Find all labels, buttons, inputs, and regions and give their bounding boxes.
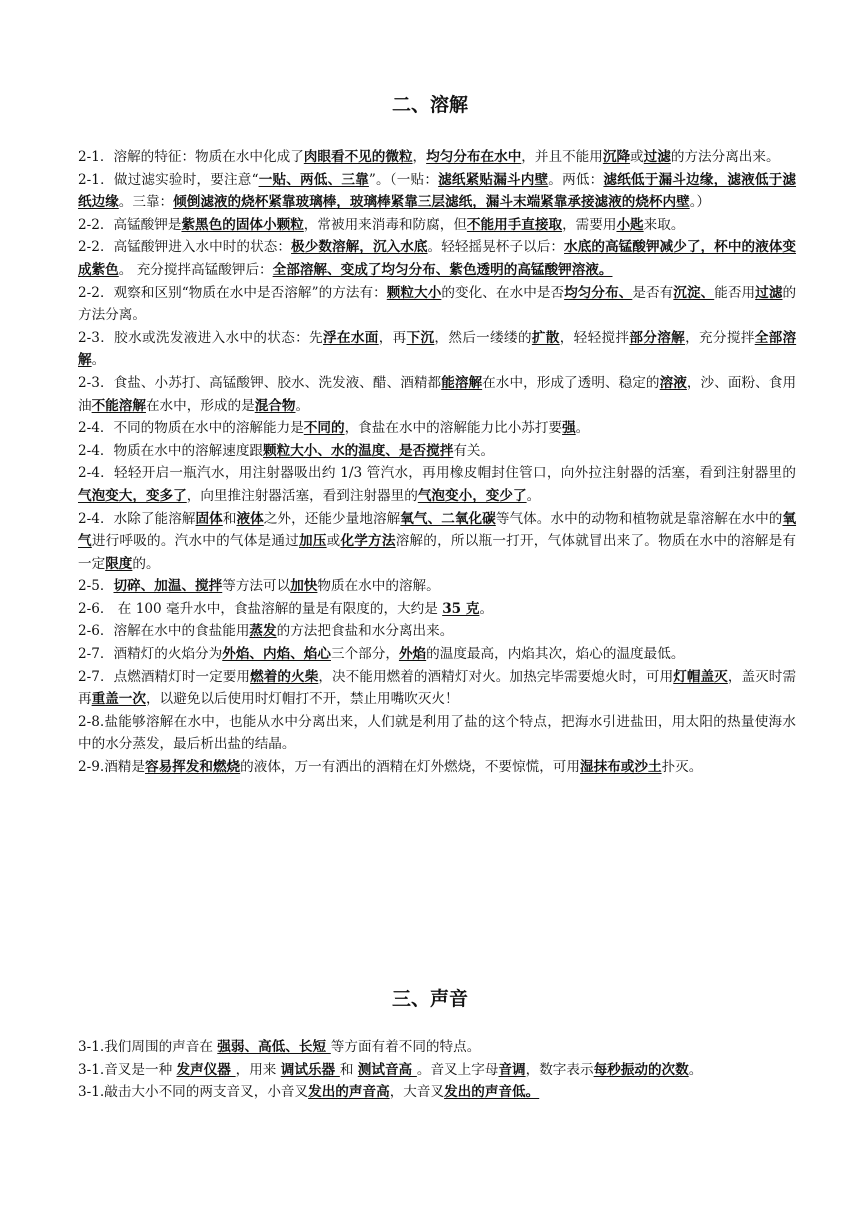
section-title-dissolving: 二、溶解: [391, 94, 468, 116]
key-term: 均匀分布在水中: [426, 149, 522, 165]
key-term: 燃着的火柴: [250, 668, 319, 685]
paragraph-text: 能否用: [714, 284, 756, 301]
key-term: 强: [562, 420, 576, 437]
paragraph: [78, 643, 796, 666]
paragraph-text: ，常被用来消毒和防腐，但: [303, 216, 467, 233]
paragraph-text: 和: [222, 510, 237, 527]
paragraph: [78, 756, 796, 779]
key-term: 发出的声音低。: [444, 1084, 540, 1101]
paragraph-text: 2-4．水除了能溶解: [78, 510, 196, 527]
paragraph-text: 2-1．溶解的特征：物质在水中化成了: [78, 149, 304, 165]
paragraph-text: 物质在水中的溶解。: [317, 578, 440, 595]
paragraph-text: 2-2．观察和区别“物质在水中是否溶解”的方法有：: [78, 284, 387, 301]
key-term: 浮在水面: [322, 329, 379, 346]
key-term: 混合物: [254, 397, 296, 414]
key-term: 肉眼看不见的微粒: [303, 149, 413, 165]
paragraph-text: 。音叉上字母: [416, 1061, 499, 1078]
paragraph-text: 。三靠：: [118, 194, 174, 211]
paragraph-text: 。 充分搅拌高锰酸钾后：: [118, 261, 273, 278]
paragraph: [78, 372, 796, 417]
paragraph-text: 2-4．物质在水中的溶解速度跟: [78, 442, 264, 459]
paragraph: [78, 282, 796, 327]
paragraph-text: 2-7．点燃酒精灯时一定要用: [78, 668, 251, 685]
paragraph-text: 的。: [132, 555, 160, 572]
key-term: 加快: [290, 578, 318, 595]
paragraph-text: 之外，还能少量地溶解: [263, 510, 401, 527]
paragraph-text: 等方法可以: [222, 578, 291, 595]
paragraph-text: 来取。: [643, 216, 685, 233]
key-term: 加压: [299, 533, 327, 550]
paragraph-text: ，需要用: [562, 216, 617, 233]
key-term: 溶液: [659, 374, 687, 391]
paragraph-text: 的方法分离出来。: [670, 149, 780, 165]
paragraph-text: 3-1.我们周围的声音在: [78, 1039, 218, 1055]
paragraph-text: 和: [339, 1061, 358, 1078]
paragraph-text: 或: [630, 149, 644, 165]
paragraph-text: 有关。: [453, 442, 495, 459]
paragraph-text: ，充分搅拌: [685, 329, 755, 346]
paragraph-text: 2-4．不同的物质在水中的溶解能力是: [78, 420, 304, 437]
paragraph-text: 。: [295, 397, 310, 414]
key-term: 每秒振动的次数: [593, 1061, 689, 1078]
paragraph-text: 2-9.酒精是: [78, 759, 145, 776]
paragraph-text: 。）: [689, 194, 711, 211]
key-term: 水底的高锰酸钾减少了，杯中的液体变成紫色: [78, 239, 797, 278]
paragraph-text: 等方面有着不同的特点。: [330, 1039, 481, 1055]
key-term: 测试音高: [357, 1061, 417, 1078]
key-term: 不同的: [303, 420, 345, 437]
key-term: 颗粒大小、水的温度、是否搅拌: [263, 442, 454, 459]
key-term: 全部溶解: [78, 329, 797, 369]
paragraph-text: 3-1.音叉是一种: [78, 1061, 177, 1078]
paragraph: [78, 1081, 796, 1104]
paragraph-text: 进行呼吸的。汽水中的气体是通过: [91, 533, 299, 550]
key-term: 扩散: [531, 329, 560, 346]
paragraph-text: ，: [412, 149, 427, 165]
paragraph-text: ，食盐在水中的溶解能力比小苏打要: [344, 420, 563, 437]
paragraph: [78, 169, 796, 214]
key-term: 切碎、加温、搅拌: [113, 578, 223, 595]
key-term: 容易挥发和燃烧: [145, 759, 241, 776]
paragraph: [78, 1036, 796, 1059]
paragraph-text: ，然后一缕缕的: [434, 329, 532, 346]
key-term: 气泡变小，变少了: [417, 487, 527, 504]
paragraph-text: 2-5．: [78, 578, 114, 595]
key-term: 化学方法: [340, 533, 396, 550]
paragraph-text: ，大音叉: [389, 1084, 445, 1101]
key-term: 氧气: [78, 510, 797, 550]
paragraph-text: 2-4．轻轻开启一瓶汽水，用注射器吸出约 1/3 管汽水，再用橡皮帽封住管口，向外拉注射器的活塞，看到注射器里的: [78, 465, 796, 482]
key-term: 极少数溶解，沉入水底: [291, 239, 428, 256]
paragraph: [78, 666, 796, 711]
paragraph-text: 。: [526, 487, 541, 504]
paragraph: [78, 214, 796, 237]
paragraph-text: 的方法把食盐和水分离出来。: [276, 623, 454, 640]
key-term: 沉淀、: [673, 284, 715, 301]
key-term: 湿抹布或沙土: [580, 759, 662, 776]
paragraph: [78, 236, 796, 281]
paragraph-text: ”。（一贴：: [368, 171, 439, 188]
paragraph-text: 2-2．高锰酸钾是: [78, 216, 182, 233]
key-term: 发出的声音高: [308, 1084, 390, 1101]
key-term: 强弱、高低、长短: [217, 1039, 331, 1055]
key-term: 氧气、二氧化碳: [400, 510, 496, 527]
paragraph: [78, 508, 796, 576]
paragraph-text: 2-1．做过滤实验时，要注意“: [78, 171, 259, 188]
paragraph-text: 。: [91, 352, 106, 369]
section-sound: [78, 1036, 796, 1104]
paragraph-text: 2-6．溶解在水中的食盐能用: [78, 623, 250, 640]
paragraph: [78, 327, 796, 372]
paragraph: [78, 711, 796, 756]
key-term: 35 克: [442, 600, 480, 617]
key-term: 外焰、内焰、焰心: [222, 646, 331, 663]
key-term: 能溶解: [441, 374, 483, 391]
paragraph-text: 扑灭。: [661, 759, 703, 776]
paragraph-text: 。: [575, 420, 590, 437]
key-term: 倾倒滤液的烧杯紧靠玻璃棒，玻璃棒紧靠三层滤纸，漏斗末端紧靠承接滤液的烧杯内壁: [173, 194, 690, 211]
paragraph-text: 等气体。水中的动物和植物就是靠溶解在水中的: [495, 510, 783, 527]
paragraph-text: 。: [479, 600, 494, 617]
key-term: 过滤: [643, 149, 671, 165]
key-term: 外焰: [398, 646, 427, 663]
key-term: 过滤: [755, 284, 783, 301]
paragraph-text: 在水中，形成的是: [145, 397, 255, 414]
key-term: 下沉: [406, 329, 435, 346]
key-term: 蒸发: [249, 623, 277, 640]
paragraph-text: 溶解的，所以瓶一打开，气体就冒出来了。物质在水中的溶解是有一定: [78, 533, 797, 572]
key-term: 部分溶解: [629, 329, 686, 346]
key-term: 重盖一次: [91, 691, 146, 708]
key-term: 发声仪器: [176, 1061, 236, 1078]
paragraph-text: ，以避免以后使用时灯帽打不开，禁止用嘴吹灭火！: [145, 691, 459, 708]
paragraph-text: 的液体，万一有洒出的酒精在灯外燃烧，不要惊慌，可用: [240, 759, 580, 776]
paragraph-text: 2-7．酒精灯的火焰分为: [78, 646, 223, 663]
key-term: 一贴、两低、三靠: [258, 171, 369, 188]
key-term: 液体: [236, 510, 264, 527]
key-term: 小匙: [616, 216, 644, 233]
paragraph-text: 的温度最高，内焰其次，焰心的温度最低。: [426, 646, 685, 663]
paragraph-text: 2-8.盐能够溶解在水中，也能从水中分离出来，人们就是利用了盐的这个特点，把海水引进盐田，用太阳的热量使海水中的水分蒸发，最后析出盐的结晶。: [78, 713, 796, 753]
paragraph-text: 的变化、在水中是否: [441, 284, 565, 301]
key-term: 调试乐器: [280, 1061, 340, 1078]
key-term: 灯帽盖灭: [673, 668, 728, 685]
paragraph: [78, 598, 796, 621]
paragraph-text: ，轻轻搅拌: [559, 329, 630, 346]
paragraph-text: 。: [688, 1061, 703, 1078]
paragraph: [78, 1059, 796, 1082]
key-term: 滤纸紧贴漏斗内壁: [438, 171, 549, 188]
section-dissolving: [78, 146, 796, 779]
key-term: 不能溶解: [91, 397, 146, 414]
paragraph-text: 2-6． 在 100 毫升水中，食盐溶解的量是有限度的，大约是: [78, 600, 443, 617]
paragraph-text: 。轻轻摇晃杯子以后：: [427, 239, 565, 256]
paragraph-text: 2-2．高锰酸钾进入水中时的状态：: [78, 239, 292, 256]
paragraph-text: 2-3．胶水或洗发液进入水中的状态：先: [78, 329, 323, 346]
paragraph: [78, 440, 796, 463]
paragraph-text: ，盖灭时需再: [78, 668, 797, 708]
paragraph: [78, 417, 796, 440]
paragraph-text: ，数字表示: [525, 1061, 594, 1078]
key-term: 气泡变大，变多了: [78, 487, 187, 504]
paragraph-text: ，决不能用燃着的酒精灯对火。加热完毕需要熄火时，可用: [318, 668, 674, 685]
paragraph: [78, 575, 796, 598]
key-term: 紫黑色的固体小颗粒: [181, 216, 304, 233]
key-term: 音调: [498, 1061, 526, 1078]
paragraph-text: ，沙、面粉、食用油: [78, 374, 797, 414]
key-term: 不能用手直接取: [466, 216, 563, 233]
paragraph-text: 。两低：: [548, 171, 604, 188]
section-title-sound: 三、声音: [391, 988, 468, 1010]
key-term: 全部溶解、变成了均匀分布、紫色透明的高锰酸钾溶液。: [272, 261, 613, 278]
paragraph-text: ，用来: [235, 1061, 281, 1078]
paragraph-text: 或: [326, 533, 341, 550]
paragraph-text: 三个部分，: [330, 646, 399, 663]
paragraph-text: 2-3．食盐、小苏打、高锰酸钾、胶水、洗发液、醋、酒精都: [78, 374, 442, 391]
paragraph: [78, 462, 796, 507]
paragraph-text: 的方法分离。: [78, 284, 797, 324]
key-term: 固体: [195, 510, 223, 527]
key-term: 颗粒大小: [386, 284, 442, 301]
key-term: 均匀分布、: [564, 284, 633, 301]
paragraph-text: 3-1.敲击大小不同的两支音叉，小音叉: [78, 1084, 309, 1101]
key-term: 限度: [105, 555, 133, 572]
paragraph-text: ，再: [378, 329, 407, 346]
paragraph-text: 是否有: [632, 284, 674, 301]
paragraph-text: 在水中，形成了透明、稳定的: [482, 374, 660, 391]
key-term: 沉降: [602, 149, 631, 165]
paragraph-text: ，向里推注射器活塞，看到注射器里的: [186, 487, 418, 504]
paragraph: [78, 146, 796, 169]
key-term: 滤纸低于漏斗边缘，滤液低于滤纸边缘: [78, 171, 797, 211]
paragraph: [78, 620, 796, 643]
paragraph-text: ，并且不能用: [521, 149, 603, 165]
